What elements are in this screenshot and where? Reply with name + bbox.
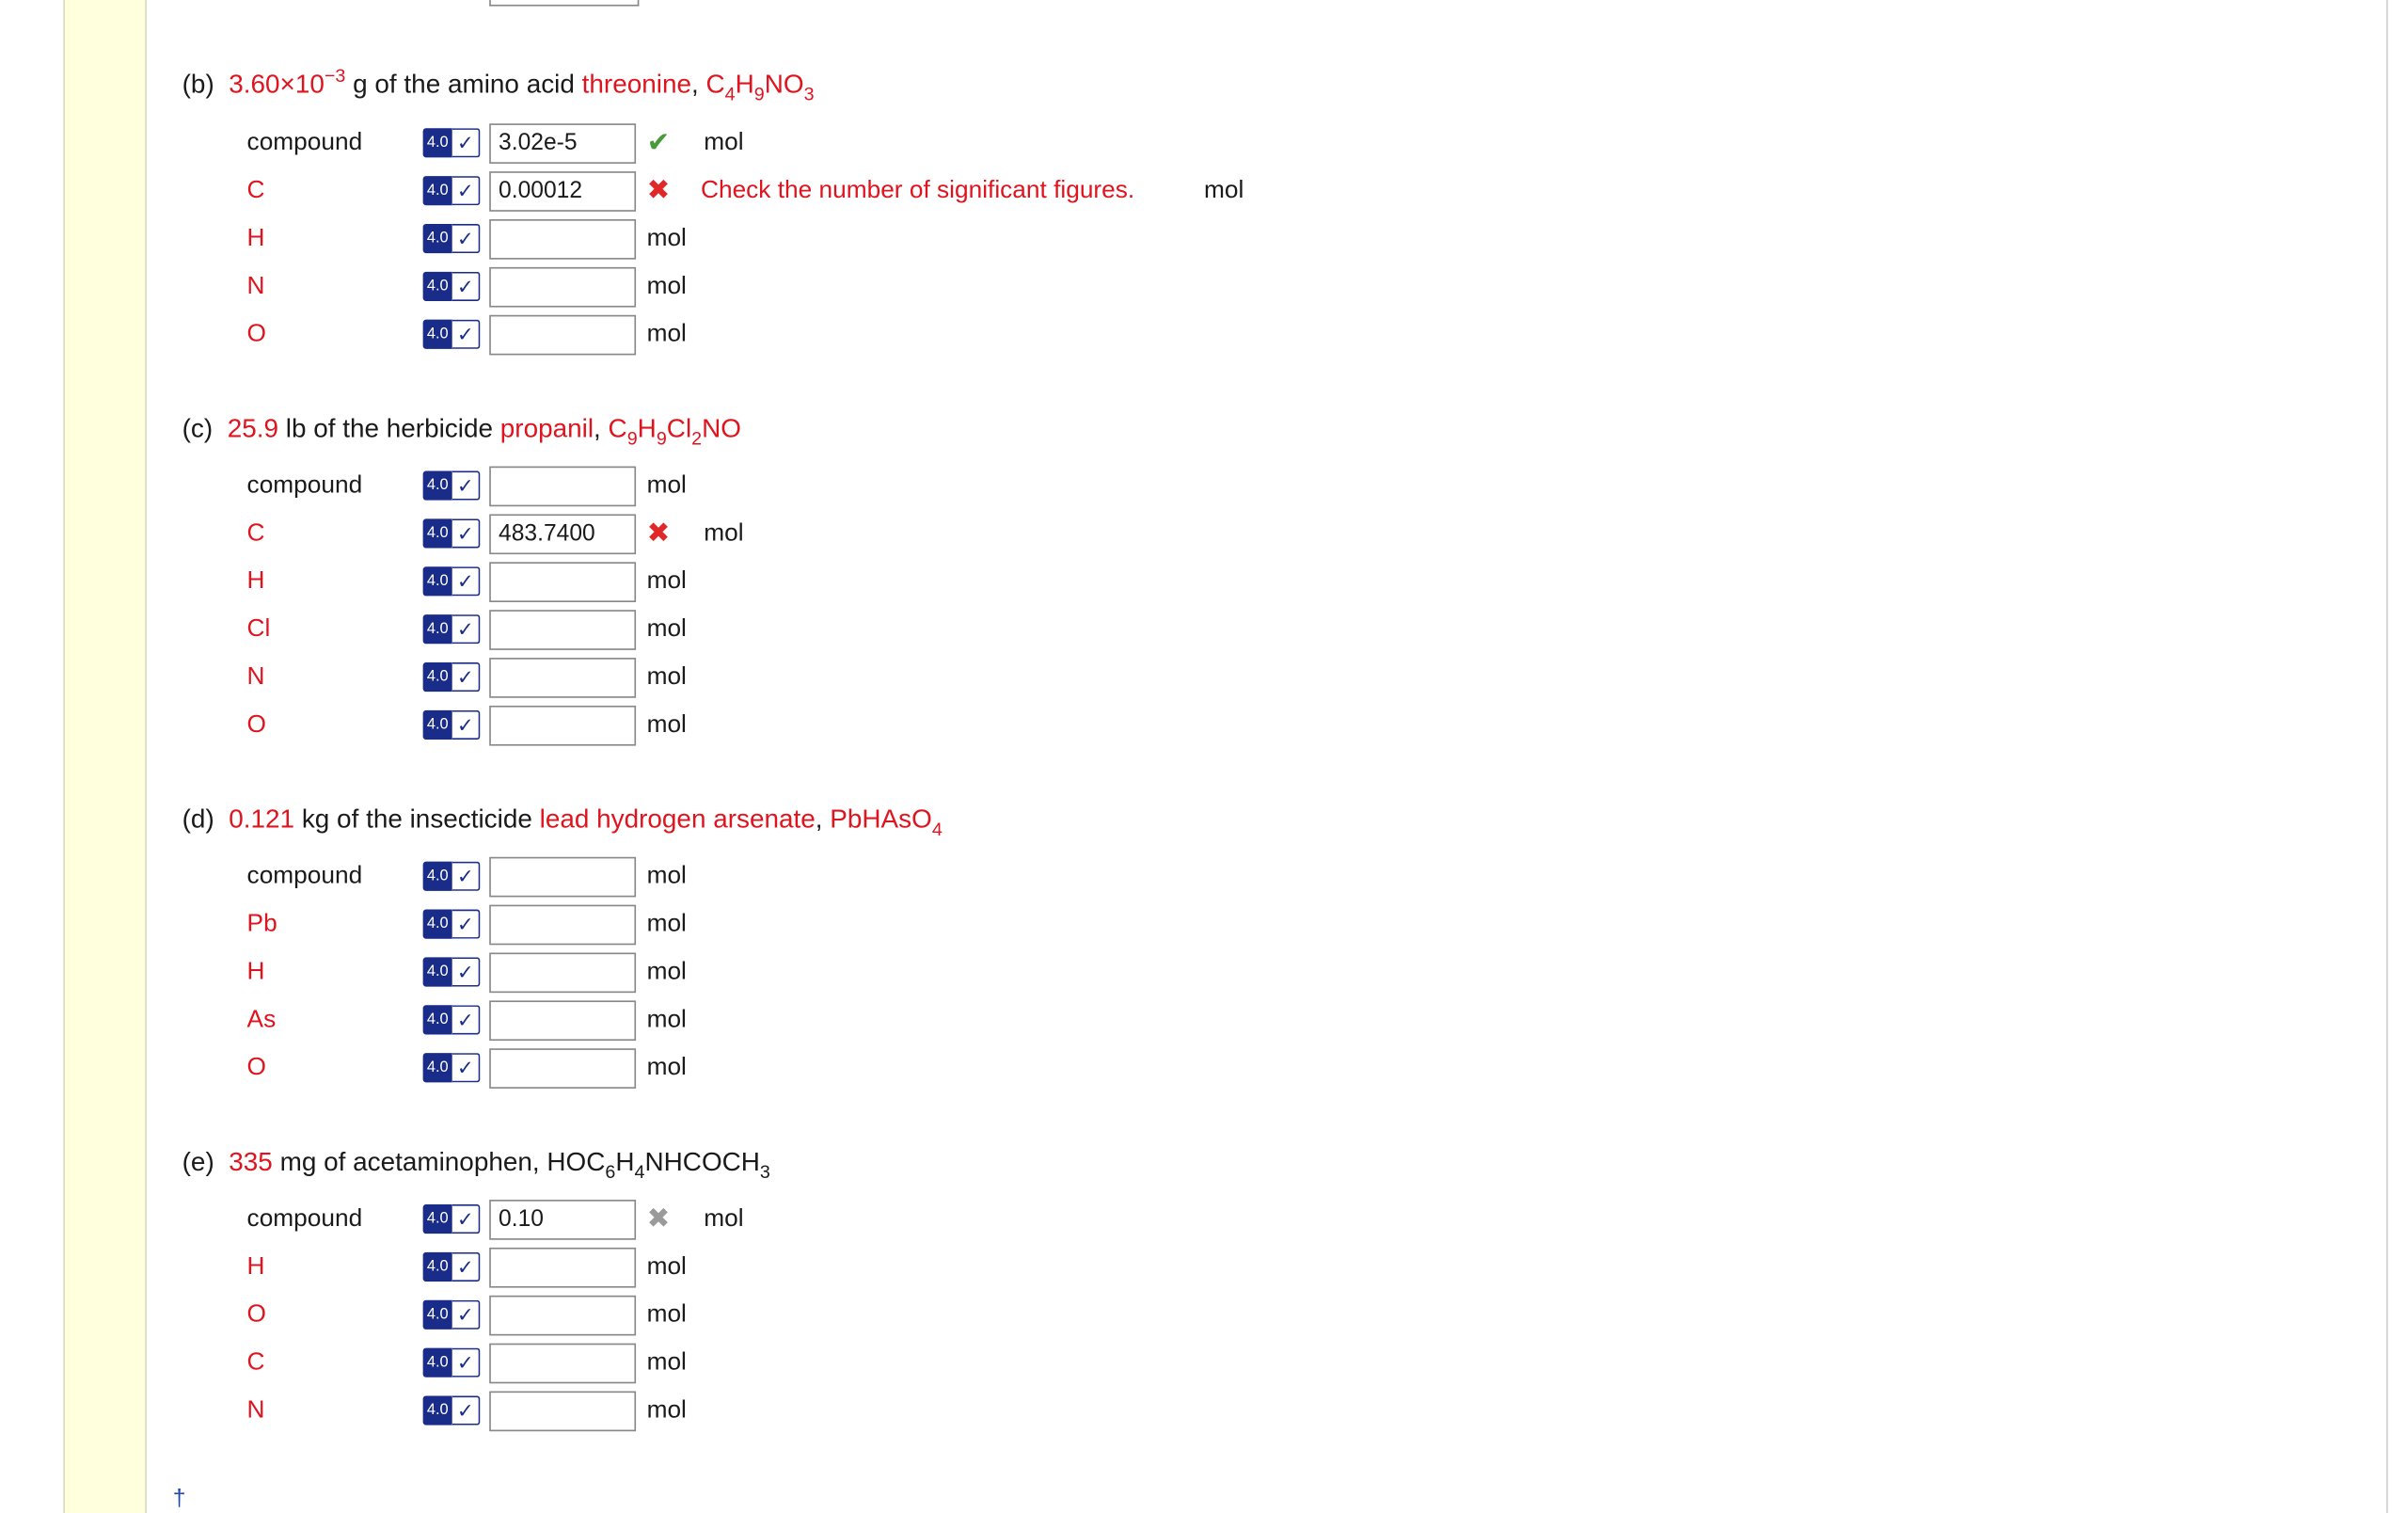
- check-answer-icon: ✓: [452, 1252, 481, 1282]
- answer-row: [0, 706, 1544, 749]
- unit-label: mol: [646, 863, 687, 890]
- row-label: H: [246, 567, 265, 595]
- footnote-dagger-link[interactable]: †: [172, 1485, 186, 1512]
- answer-input[interactable]: [489, 1000, 636, 1041]
- answer-row: [0, 1048, 1544, 1091]
- answer-input[interactable]: [489, 514, 636, 554]
- correct-check-icon: ✔: [646, 126, 671, 158]
- row-label: H: [246, 959, 265, 985]
- row-label: Cl: [246, 615, 271, 643]
- check-answer-icon: ✓: [452, 1005, 481, 1034]
- answer-row: [0, 610, 1544, 653]
- compound-name: threonine: [581, 69, 691, 100]
- compound-formula: $HOC_6H_4NHCOCH_3$: [547, 1147, 770, 1184]
- version-number: 4.0: [423, 1395, 452, 1425]
- version-number: 4.0: [423, 272, 452, 301]
- incorrect-x-icon: ✖: [646, 517, 671, 549]
- answer-row: [0, 1200, 1544, 1243]
- unit-label: mol: [646, 472, 687, 500]
- answer-row: [0, 952, 1544, 995]
- version-badge[interactable]: [423, 710, 481, 740]
- answer-row: [0, 1296, 1544, 1339]
- version-number: 4.0: [423, 1204, 452, 1234]
- question-e-title: [182, 1147, 770, 1184]
- compound-formula: $C_4H_9NO_3$: [705, 69, 815, 105]
- version-badge[interactable]: [423, 1252, 481, 1282]
- answer-row: [0, 123, 1544, 167]
- version-number: 4.0: [423, 910, 452, 939]
- amount-value: 0.121: [229, 804, 295, 835]
- check-answer-icon: ✓: [452, 176, 481, 205]
- part-letter: (e): [182, 1147, 214, 1177]
- unit-label: mol: [646, 1349, 687, 1377]
- row-label: compound: [246, 863, 363, 890]
- answer-input[interactable]: [489, 219, 636, 260]
- version-number: 4.0: [423, 1348, 452, 1378]
- row-label: C: [246, 1349, 265, 1377]
- answer-input[interactable]: [489, 267, 636, 308]
- check-answer-icon: ✓: [452, 662, 481, 692]
- version-badge[interactable]: [423, 614, 481, 644]
- version-number: 4.0: [423, 566, 452, 596]
- check-answer-icon: ✓: [452, 1300, 481, 1330]
- answer-input[interactable]: [489, 1392, 636, 1432]
- row-label: O: [246, 1054, 266, 1081]
- answer-row: [0, 905, 1544, 948]
- unit-label: mol: [646, 567, 687, 595]
- part-letter: (b): [182, 69, 214, 100]
- answer-row: [0, 171, 1544, 215]
- unit-label: mol: [704, 129, 744, 156]
- unit-label: mol: [646, 1054, 687, 1081]
- feedback-message: Check the number of significant figures.: [701, 177, 1135, 204]
- answer-input[interactable]: [489, 1296, 636, 1336]
- row-label: N: [246, 663, 265, 691]
- check-answer-icon: ✓: [452, 957, 481, 986]
- version-badge[interactable]: [423, 1053, 481, 1082]
- row-label: As: [246, 1006, 277, 1033]
- check-answer-icon: ✓: [452, 320, 481, 349]
- version-number: 4.0: [423, 518, 452, 548]
- answer-row: [0, 267, 1544, 311]
- answer-row: [0, 467, 1544, 510]
- answer-input[interactable]: [489, 706, 636, 746]
- question-c-title: (c) 25.9 lb of the herbicide propanil, $C_9H_9Cl_2NO$: [182, 413, 741, 450]
- row-label: Pb: [246, 911, 277, 938]
- question-text: g of the amino acid: [353, 69, 575, 100]
- part-letter: (d): [182, 804, 214, 835]
- incorrect-x-icon: ✖: [646, 174, 671, 206]
- compound-name: propanil: [499, 413, 594, 443]
- unit-label: mol: [646, 711, 687, 739]
- version-number: 4.0: [423, 957, 452, 986]
- unit-label: mol: [646, 959, 687, 985]
- answer-input[interactable]: [489, 123, 636, 164]
- unit-label: mol: [646, 1397, 687, 1425]
- version-badge[interactable]: [423, 224, 481, 253]
- unit-label: mol: [646, 273, 687, 300]
- answer-input[interactable]: [489, 1200, 636, 1240]
- row-label: H: [246, 225, 265, 252]
- previous-answer-input[interactable]: [489, 0, 639, 7]
- version-badge[interactable]: [423, 1005, 481, 1034]
- answer-row: [0, 1248, 1544, 1291]
- row-label: C: [246, 177, 265, 204]
- version-badge[interactable]: [423, 518, 481, 548]
- unit-label: mol: [646, 225, 687, 252]
- version-number: 4.0: [423, 471, 452, 501]
- check-answer-icon: ✓: [452, 910, 481, 939]
- version-number: 4.0: [423, 710, 452, 740]
- version-badge[interactable]: [423, 471, 481, 501]
- version-badge[interactable]: [423, 1300, 481, 1330]
- version-badge[interactable]: [423, 1348, 481, 1378]
- unit-label: mol: [646, 1301, 687, 1329]
- answer-input[interactable]: [489, 1344, 636, 1384]
- version-number: 4.0: [423, 1300, 452, 1330]
- answer-row: [0, 1344, 1544, 1387]
- amount-value: 335: [229, 1147, 273, 1177]
- unit-label: mol: [646, 1006, 687, 1033]
- answer-row: [0, 315, 1544, 358]
- row-label: compound: [246, 129, 363, 156]
- version-number: 4.0: [423, 1005, 452, 1034]
- question-b-title: (b) $3.60\times 10^{-3}$ g of the amino acid threonine, $C_4H_9NO_3$: [182, 64, 815, 105]
- answer-input[interactable]: [489, 1248, 636, 1288]
- version-badge[interactable]: [423, 566, 481, 596]
- version-badge[interactable]: [423, 176, 481, 205]
- answer-row: [0, 562, 1544, 605]
- unit-label: mol: [704, 520, 744, 547]
- row-label: O: [246, 711, 266, 739]
- answer-input[interactable]: [489, 857, 636, 898]
- row-label: C: [246, 520, 265, 547]
- answer-input[interactable]: [489, 467, 636, 507]
- compound-formula: $C_9H_9Cl_2NO$: [608, 413, 741, 450]
- check-answer-icon: ✓: [452, 710, 481, 740]
- row-label: compound: [246, 472, 363, 500]
- unit-label: mol: [646, 615, 687, 643]
- version-number: 4.0: [423, 1053, 452, 1082]
- version-badge[interactable]: [423, 1395, 481, 1425]
- version-badge[interactable]: [423, 272, 481, 301]
- answer-input[interactable]: [489, 315, 636, 356]
- question-d-title: (d) 0.121 kg of the insecticide lead hydrogen arsenate, PbHAsO$_4$: [182, 804, 943, 840]
- answer-input[interactable]: [489, 562, 636, 602]
- unit-label: mol: [646, 911, 687, 938]
- version-number: 4.0: [423, 614, 452, 644]
- row-label: H: [246, 1253, 265, 1281]
- version-badge[interactable]: [423, 320, 481, 349]
- version-number: 4.0: [423, 128, 452, 157]
- version-number: 4.0: [423, 320, 452, 349]
- answer-row: [0, 857, 1544, 900]
- check-answer-icon: ✓: [452, 224, 481, 253]
- version-number: 4.0: [423, 662, 452, 692]
- unit-label: mol: [646, 1253, 687, 1281]
- row-label: compound: [246, 1205, 363, 1233]
- answer-row: [0, 219, 1544, 263]
- check-answer-icon: ✓: [452, 1204, 481, 1234]
- check-answer-icon: ✓: [452, 272, 481, 301]
- part-letter: (c): [182, 413, 214, 443]
- question-text: mg of acetaminophen,: [279, 1147, 540, 1177]
- unit-label: mol: [704, 1205, 744, 1233]
- version-badge[interactable]: [423, 957, 481, 986]
- pending-x-icon: ✖: [646, 1202, 671, 1234]
- check-answer-icon: ✓: [452, 471, 481, 501]
- answer-row: [0, 514, 1544, 557]
- version-badge[interactable]: [423, 128, 481, 157]
- row-label: N: [246, 273, 265, 300]
- amount-value: $3.60\times 10^{-3}$: [229, 64, 346, 100]
- row-label: O: [246, 321, 266, 348]
- right-border: [2386, 0, 2388, 1513]
- row-label: O: [246, 1301, 266, 1329]
- check-answer-icon: ✓: [452, 1348, 481, 1378]
- version-number: 4.0: [423, 176, 452, 205]
- answer-row: [0, 658, 1544, 701]
- question-text: lb of the herbicide: [285, 413, 493, 443]
- row-label: N: [246, 1397, 265, 1425]
- question-text: kg of the insecticide: [301, 804, 532, 835]
- unit-label: mol: [646, 321, 687, 348]
- compound-name: lead hydrogen arsenate: [539, 804, 816, 835]
- answer-input[interactable]: [489, 952, 636, 993]
- unit-label: mol: [1203, 177, 1244, 204]
- check-answer-icon: ✓: [452, 862, 481, 891]
- answer-input[interactable]: [489, 171, 636, 212]
- answer-input[interactable]: [489, 658, 636, 698]
- check-answer-icon: ✓: [452, 1395, 481, 1425]
- answer-row: [0, 1000, 1544, 1043]
- compound-formula: PbHAsO$_4$: [830, 804, 943, 840]
- check-answer-icon: ✓: [452, 128, 481, 157]
- version-badge[interactable]: [423, 910, 481, 939]
- check-answer-icon: ✓: [452, 566, 481, 596]
- answer-input[interactable]: [489, 905, 636, 946]
- version-badge[interactable]: [423, 862, 481, 891]
- answer-input[interactable]: [489, 1048, 636, 1089]
- unit-label: mol: [646, 663, 687, 691]
- version-number: 4.0: [423, 224, 452, 253]
- answer-input[interactable]: [489, 610, 636, 650]
- check-answer-icon: ✓: [452, 1053, 481, 1082]
- amount-value: 25.9: [227, 413, 278, 443]
- answer-row: [0, 1392, 1544, 1435]
- check-answer-icon: ✓: [452, 518, 481, 548]
- version-badge[interactable]: [423, 1204, 481, 1234]
- version-badge[interactable]: [423, 662, 481, 692]
- version-number: 4.0: [423, 1252, 452, 1282]
- check-answer-icon: ✓: [452, 614, 481, 644]
- version-number: 4.0: [423, 862, 452, 891]
